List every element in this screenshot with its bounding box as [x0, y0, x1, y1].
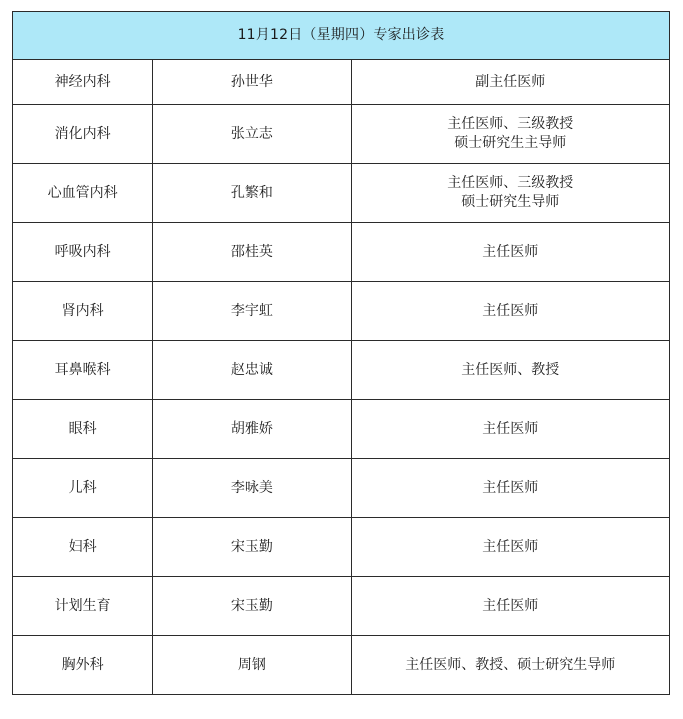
table-row — [13, 459, 670, 518]
doctor-title-line: 主任医师、三级教授 — [447, 175, 574, 191]
department-cell: 胸外科 — [13, 636, 153, 695]
department-cell: 儿科 — [13, 459, 153, 518]
table-row — [13, 341, 670, 400]
doctor-title-line: 主任医师 — [482, 420, 539, 437]
department-cell: 神经内科 — [13, 60, 153, 105]
schedule-body — [13, 12, 670, 695]
table-row — [13, 518, 670, 577]
table-title: 11月12日（星期四）专家出诊表 — [237, 27, 445, 43]
doctor-title-cell — [351, 400, 670, 459]
doctor-title-cell — [351, 105, 670, 164]
doctor-title-line: 副主任医师 — [475, 73, 546, 90]
doctor-title-line: 硕士研究生主导师 — [454, 135, 567, 151]
doctor-title-line: 主任医师、教授、硕士研究生导师 — [405, 656, 616, 673]
doctor-title-line: 主任医师、教授 — [461, 361, 560, 378]
doctor-name-cell: 周钢 — [153, 636, 351, 695]
department-cell: 心血管内科 — [13, 164, 153, 223]
doctor-title-line: 主任医师 — [482, 302, 539, 319]
table-row — [13, 223, 670, 282]
doctor-name-cell: 孔繁和 — [153, 164, 351, 223]
doctor-name-cell: 胡雅娇 — [153, 400, 351, 459]
table-row — [13, 636, 670, 695]
doctor-title-cell — [351, 577, 670, 636]
doctor-title-line: 主任医师 — [482, 479, 539, 496]
doctor-title-cell — [351, 282, 670, 341]
doctor-title-cell — [351, 459, 670, 518]
doctor-title-cell — [351, 636, 670, 695]
department-cell: 肾内科 — [13, 282, 153, 341]
table-row — [13, 577, 670, 636]
doctor-name-cell: 孙世华 — [153, 60, 351, 105]
doctor-name-cell: 李咏美 — [153, 459, 351, 518]
doctor-title-cell — [351, 518, 670, 577]
table-title-row — [13, 12, 670, 60]
doctor-name-cell: 李宇虹 — [153, 282, 351, 341]
table-title-cell — [13, 12, 670, 60]
table-row — [13, 105, 670, 164]
department-cell: 眼科 — [13, 400, 153, 459]
doctor-title-line: 硕士研究生导师 — [461, 194, 560, 210]
doctor-name-cell: 赵忠诚 — [153, 341, 351, 400]
doctor-title-cell — [351, 164, 670, 223]
table-row — [13, 282, 670, 341]
doctor-title-line: 主任医师 — [482, 597, 539, 614]
doctor-name-cell: 宋玉勤 — [153, 577, 351, 636]
doctor-name-cell: 张立志 — [153, 105, 351, 164]
doctor-title-line: 主任医师、三级教授 — [447, 116, 574, 132]
doctor-title-line: 主任医师 — [482, 243, 539, 260]
department-cell: 消化内科 — [13, 105, 153, 164]
expert-schedule-table — [12, 11, 670, 695]
table-row — [13, 400, 670, 459]
department-cell: 妇科 — [13, 518, 153, 577]
doctor-title-cell — [351, 341, 670, 400]
doctor-name-cell: 邵桂英 — [153, 223, 351, 282]
table-row — [13, 164, 670, 223]
department-cell: 呼吸内科 — [13, 223, 153, 282]
doctor-title-cell — [351, 223, 670, 282]
doctor-title-cell — [351, 60, 670, 105]
table-row — [13, 60, 670, 105]
doctor-name-cell: 宋玉勤 — [153, 518, 351, 577]
department-cell: 计划生育 — [13, 577, 153, 636]
doctor-title-line: 主任医师 — [482, 538, 539, 555]
department-cell: 耳鼻喉科 — [13, 341, 153, 400]
